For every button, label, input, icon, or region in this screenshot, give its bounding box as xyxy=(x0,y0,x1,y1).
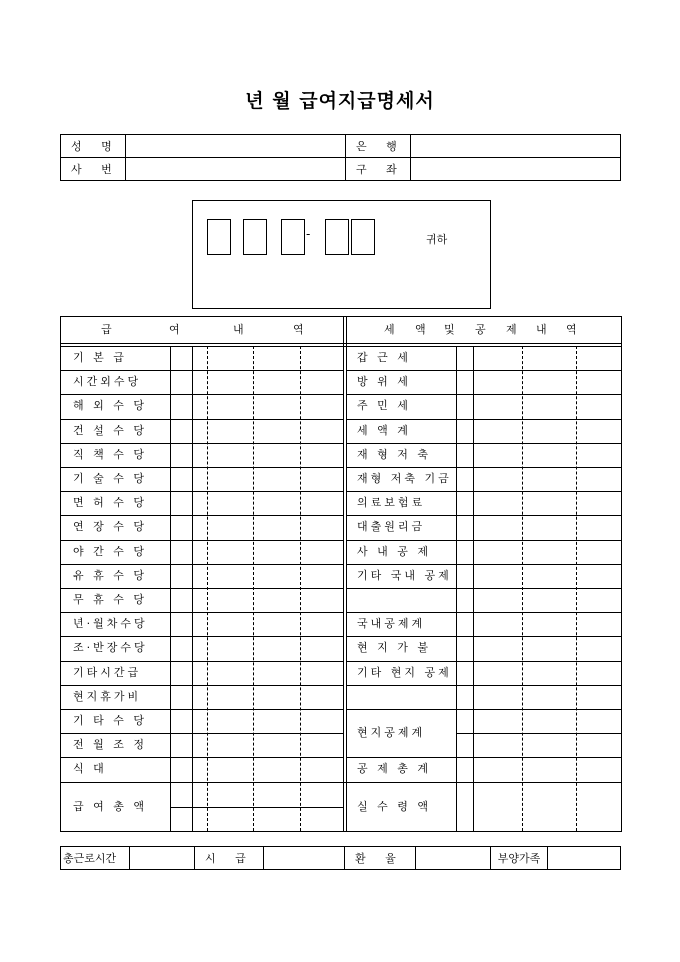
deduction-item-label: 현지공제계 xyxy=(357,726,426,740)
code-digit-box[interactable] xyxy=(281,219,305,255)
deduction-item-label: 갑 근 세 xyxy=(357,351,411,364)
dependents-field[interactable] xyxy=(548,847,621,870)
pay-item-label: 연 장 수 당 xyxy=(73,520,147,534)
deduct-row-line xyxy=(456,733,621,734)
deduction-header-char: 세 xyxy=(384,323,395,336)
deduction-header-char: 제 xyxy=(506,323,517,336)
footer-table xyxy=(60,846,621,870)
pay-item-label: 기 본 급 xyxy=(73,351,127,364)
bank-label: 은 행 xyxy=(346,135,411,158)
deduction-item-label: 기타 국내 공제 xyxy=(357,568,452,582)
deduction-item-label: 사 내 공 제 xyxy=(357,544,431,558)
pay-item-label: 면 허 수 당 xyxy=(73,496,147,510)
deduction-item-label: 대출원리금 xyxy=(357,520,426,534)
header-divider xyxy=(61,343,621,344)
pay-item-label: 야 간 수 당 xyxy=(73,544,147,558)
header-divider xyxy=(61,346,621,347)
pay-header-char: 급 xyxy=(101,323,112,336)
dependents-label: 부양가족 xyxy=(491,847,548,870)
deduction-header-char: 액 xyxy=(415,323,426,336)
total-hours-label: 총근로시간 xyxy=(61,847,130,870)
bank-field[interactable] xyxy=(411,135,621,158)
employee-number-label: 사 번 xyxy=(61,158,126,181)
deduction-item-label: 의료보험료 xyxy=(357,496,426,510)
pay-item-label: 현지휴가비 xyxy=(73,689,142,703)
page-title: 년 월 급여지급명세서 xyxy=(245,90,435,112)
pay-item-label: 유 휴 수 당 xyxy=(73,568,147,582)
deduction-item-label: 기타 현지 공제 xyxy=(357,665,452,679)
account-field[interactable] xyxy=(411,158,621,181)
code-digit-box[interactable] xyxy=(243,219,267,255)
deduction-item-label: 현 지 가 불 xyxy=(357,641,431,655)
pay-item-label: 시간외수당 xyxy=(73,375,142,389)
center-divider xyxy=(343,317,344,831)
name-field[interactable] xyxy=(126,135,346,158)
hourly-rate-label: 시 급 xyxy=(195,847,264,870)
code-digit-box[interactable] xyxy=(351,219,375,255)
pay-item-label: 기타시간급 xyxy=(73,665,142,679)
pay-item-label: 기 술 수 당 xyxy=(73,472,147,485)
recipient-box xyxy=(192,200,491,309)
deduction-header-char: 역 xyxy=(566,323,577,336)
pay-item-label: 해 외 수 당 xyxy=(73,399,147,413)
hourly-rate-field[interactable] xyxy=(264,847,345,870)
code-digit-box[interactable] xyxy=(207,219,231,255)
employee-info-table xyxy=(60,134,621,181)
pay-header-char: 여 xyxy=(169,323,180,336)
account-label: 구 좌 xyxy=(346,158,411,181)
total-hours-field[interactable] xyxy=(130,847,195,870)
honorific-label: 귀하 xyxy=(426,233,448,246)
deduction-header-char: 내 xyxy=(536,323,547,336)
code-dash: - xyxy=(306,227,311,241)
exchange-rate-field[interactable] xyxy=(416,847,491,870)
deduct-row-line xyxy=(346,588,621,589)
exchange-rate-label: 환 율 xyxy=(345,847,416,870)
pay-statement-table xyxy=(60,316,622,832)
pay-header-char: 역 xyxy=(293,323,304,336)
name-label: 성 명 xyxy=(61,135,126,158)
total-row-line xyxy=(61,782,621,783)
pay-item-label: 기 타 수 당 xyxy=(73,714,147,727)
deduction-item-label: 재형 저축 기금 xyxy=(357,472,452,485)
deduct-row-line xyxy=(346,685,621,686)
pay-total-label: 급 여 총 액 xyxy=(73,799,147,813)
deduction-item-label: 국내공제계 xyxy=(357,617,426,631)
pay-item-label: 식 대 xyxy=(73,762,107,776)
deduction-item-label: 재 형 저 축 xyxy=(357,447,431,461)
deduct-row-line xyxy=(346,709,621,710)
pay-item-label: 무 휴 수 당 xyxy=(73,593,147,606)
deduction-item-label: 세 액 계 xyxy=(357,423,411,437)
pay-total-line xyxy=(170,807,343,808)
pay-item-label: 건 설 수 당 xyxy=(73,423,147,437)
deduction-item-label: 공 제 총 계 xyxy=(357,762,431,776)
deduction-item-label: 주 민 세 xyxy=(357,399,411,413)
pay-item-label: 년·월차수당 xyxy=(73,617,148,631)
pay-item-label: 전 월 조 정 xyxy=(73,738,147,752)
net-pay-label: 실 수 령 액 xyxy=(357,799,431,813)
pay-item-label: 조·반장수당 xyxy=(73,641,148,655)
employee-number-field[interactable] xyxy=(126,158,346,181)
pay-header-char: 내 xyxy=(233,323,244,336)
deduction-header-char: 공 xyxy=(475,323,486,336)
pay-item-label: 직 책 수 당 xyxy=(73,447,147,461)
deduction-item-label: 방 위 세 xyxy=(357,375,411,389)
deduction-header-char: 및 xyxy=(444,323,455,336)
code-digit-box[interactable] xyxy=(325,219,349,255)
